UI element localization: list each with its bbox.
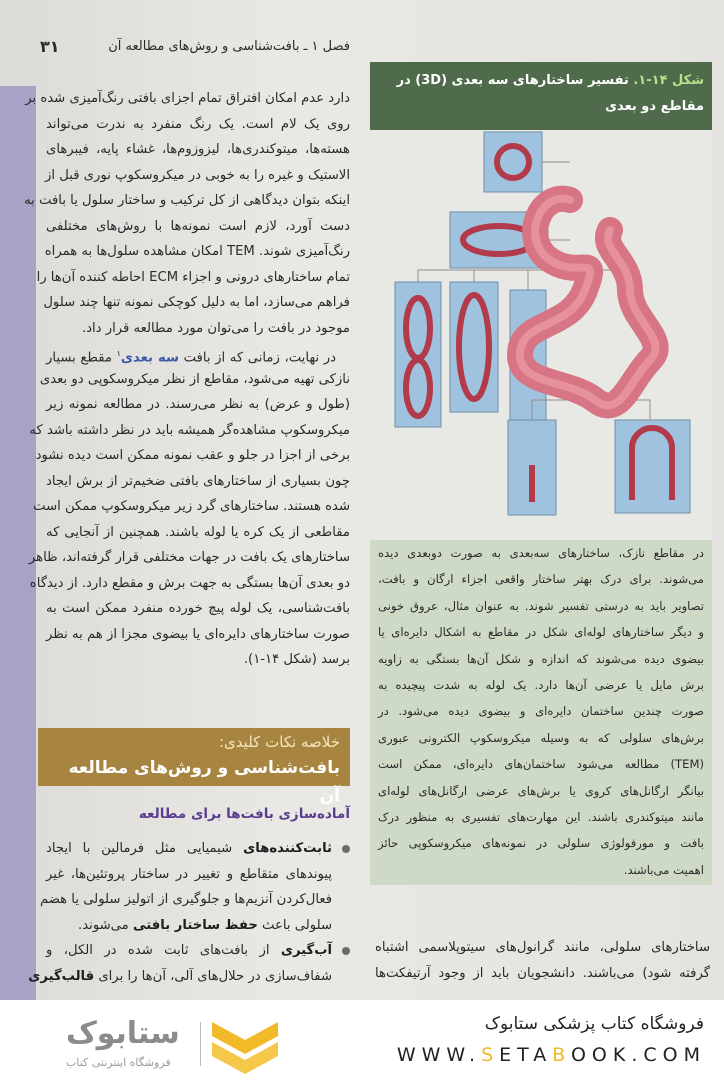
- figure-description-box: [370, 540, 712, 885]
- text-segment: تصاویر باید به درستی تفسیر شوند. به عنوان مثال، عروق خونی: [378, 598, 704, 613]
- bullet-icon: [342, 947, 350, 955]
- text-line: [378, 566, 704, 592]
- text-segment: ساختارهای سلولی، مانند گرانول‌های سیتوپلاسمی اشتباه: [375, 940, 710, 955]
- text-segment: رنگ‌آمیزی شوند. TEM امکان مشاهده سلول‌ها به همراه: [44, 244, 350, 259]
- text-line: [378, 619, 704, 645]
- text-line: [378, 540, 704, 566]
- text-line: [36, 265, 350, 291]
- text-line: [46, 862, 350, 888]
- bullet-icon: [342, 845, 350, 853]
- text-line: [378, 751, 704, 777]
- logo-name: ستابوک: [66, 1016, 180, 1051]
- text-segment: پیوندهای متقاطع و تغییر در ساختار پروتئین‌ها، غیر: [46, 866, 332, 882]
- summary-title: بافت‌شناسی و روش‌های مطالعه آن: [68, 758, 340, 806]
- text-segment: سلولی باعث: [257, 917, 332, 933]
- footnote-marker: ۱: [116, 349, 121, 358]
- text-line: [46, 112, 350, 138]
- text-segment: تمام ساختارهای درونی و اجزاء ECM احاطه کننده آن‌ها را: [36, 269, 350, 285]
- text-segment: برسد (شکل ۱۴-۱).: [243, 652, 350, 667]
- text-segment: دو بعدی آن‌ها بستگی به جهت برش و مقطع دارد. از دیدگاه: [29, 575, 350, 591]
- text-line: [46, 647, 350, 673]
- text-line: [378, 593, 704, 619]
- text-segment: ساختارهای یک بافت در جهات مختلفی قرار گرفته‌اند، ظاهر: [28, 550, 350, 565]
- text-line: [46, 316, 350, 342]
- text-segment: و دیگر ساختارهای لوله‌ای شکل در مقاطع به اشکال دایره‌ای یا: [378, 625, 704, 640]
- logo-divider: [200, 1022, 201, 1066]
- text-line: [28, 964, 350, 990]
- setabook-logo: [30, 1010, 280, 1074]
- text-line: [46, 622, 350, 648]
- store-footer-banner: [0, 1000, 724, 1080]
- text-line: [46, 239, 350, 265]
- emphasized-text: حفظ ساختار بافتی: [132, 917, 258, 933]
- text-segment: می‌شوند. برای درک بهتر ساختار واقعی اجزاء ارگان و بافت،: [378, 572, 704, 587]
- emphasized-text: سه بعدی: [120, 350, 179, 366]
- figure-label: شکل ۱۴-۱.: [633, 73, 704, 88]
- section-panel: [395, 282, 441, 427]
- text-segment: میکروسکوپ مشاهده‌گر همیشه باید در نظر داشته باشد که: [29, 422, 350, 438]
- running-header: [40, 34, 350, 58]
- text-line: [29, 418, 350, 444]
- text-line: [378, 698, 704, 724]
- figure-title: تفسیر ساختارهای سه بعدی (3D) در مقاطع دو بعدی: [396, 73, 704, 114]
- text-segment: بیضوی دیده می‌شوند که اندازه و شکل آن‌ها بستگی به زاویه: [378, 651, 704, 666]
- text-line: [46, 137, 350, 163]
- text-segment: مانند میتوکندری باشند. این مهارت‌های تفسیری به منظور درک: [378, 809, 704, 824]
- text-line: [378, 857, 704, 883]
- margin-stripe: [0, 86, 36, 1000]
- url-part: WWW.: [396, 1044, 482, 1066]
- text-segment: چون بسیاری از ساختارهای بافتی ضخیم‌تر از برش ایجاد: [46, 473, 350, 489]
- chevron-logo-icon: [210, 1018, 280, 1074]
- text-segment: شفاف‌سازی در حلال‌های آلی، آن‌ها را برای: [94, 968, 332, 984]
- text-line: [24, 188, 350, 214]
- text-segment: فراهم می‌سازد، اما به دلیل کوچکی نمونه تنها چند سلول: [43, 295, 350, 310]
- text-segment: (طول و عرض) به نظر می‌رسند. در مطالعه نمونه زیر: [46, 397, 350, 412]
- text-line: [33, 494, 350, 520]
- text-segment: الاستیک و غیره را به خوبی در میکروسکوپ نوری قبل از: [45, 167, 350, 183]
- tube-sections-diagram: [370, 130, 712, 540]
- text-segment: برخی از اجزا در جلو و عقب نمونه ممکن است دیده نشود: [35, 448, 350, 463]
- text-segment: بافت و مورفولوژی سلولی در نمونه‌های میکروسکوپی حائز: [378, 836, 704, 851]
- text-segment: نازکی تهیه می‌شود، مقاطع از نظر میکروسکوپی دو بعدی: [39, 371, 350, 387]
- figure-3d-tube-illustration: [370, 130, 712, 540]
- text-line: [378, 804, 704, 830]
- text-line: [375, 961, 710, 987]
- text-segment: بیانگر ارگانل‌های کروی یا برش‌های عرضی ارگانل‌های لوله‌ای: [378, 783, 704, 798]
- url-part: ETA: [499, 1044, 553, 1066]
- text-segment: در مقاطع نازک، ساختارهای سه‌بعدی به صورت دوبعدی دیده: [378, 546, 704, 560]
- text-line: [25, 86, 350, 112]
- summary-kicker: خلاصه نکات کلیدی:: [219, 733, 340, 751]
- summary-bullets: [28, 836, 350, 989]
- text-segment: موجود در بافت را می‌توان مورد مطالعه قرار داد.: [81, 320, 350, 336]
- text-segment: دارد عدم امکان افتراق تمام اجزای بافتی رنگ‌آمیزی شده بر: [25, 91, 350, 106]
- section-panel: [484, 132, 542, 192]
- text-line: [43, 290, 350, 316]
- text-line: [39, 367, 350, 393]
- text-line: [46, 836, 350, 862]
- figure-description-text: [378, 540, 704, 883]
- emphasized-text: آب‌گیری: [280, 943, 332, 958]
- text-segment: می‌شوند.: [78, 917, 133, 933]
- text-segment: هسته‌ها، میتوکندری‌ها، لیزوزوم‌ها، غشاء پایه، فیبرهای: [46, 142, 350, 157]
- text-segment: برش مایل یا عرضی آن‌ها دارد. یک لوله به شدت پیچیده به: [378, 677, 704, 692]
- emphasized-text: ثابت‌کننده‌های: [243, 841, 332, 856]
- text-line: [46, 163, 350, 189]
- text-line: [46, 596, 350, 622]
- text-line: [39, 887, 350, 913]
- text-line: [378, 672, 704, 698]
- figure-caption-header: [370, 62, 712, 130]
- left-column-text: [24, 86, 350, 673]
- text-line: [46, 214, 350, 240]
- text-line: [35, 443, 350, 469]
- url-part: OOK.COM: [570, 1044, 706, 1066]
- chapter-title: فصل ۱ ـ بافت‌شناسی و روش‌های مطالعه آن: [108, 38, 350, 54]
- url-part: S: [481, 1044, 500, 1066]
- text-line: [375, 935, 710, 961]
- text-line: [29, 571, 350, 597]
- text-segment: صورت ساختارهای دایره‌ای یا بیضوی مجزا از هم به نظر: [46, 626, 350, 642]
- text-segment: شیمیایی مثل فرمالین با ایجاد: [46, 841, 244, 856]
- text-segment: فعال‌کردن آنزیم‌ها و جلوگیری از اتولیز سلولی یا هضم: [39, 892, 332, 907]
- text-line: [46, 469, 350, 495]
- key-points-summary-banner: [38, 728, 350, 806]
- text-segment: گرفته شود) می‌باشند. دانشجویان باید از وجود آرتیفکت‌ها: [375, 965, 710, 981]
- text-line: [378, 646, 704, 672]
- text-line: [378, 778, 704, 804]
- text-segment: بافت‌شناسی، یک لوله پیچ خورده منفرد ممکن است به: [46, 601, 350, 616]
- store-name: فروشگاه کتاب پزشکی ستابوک: [484, 1014, 704, 1034]
- text-segment: مقطع بسیار: [46, 350, 117, 366]
- text-line: [46, 938, 350, 964]
- text-segment: مقاطعی از یک کره یا لوله باشند. همچنین از آنجایی که: [46, 524, 350, 540]
- logo-tagline: فروشگاه اینترنتی کتاب: [66, 1056, 171, 1069]
- text-line: [28, 545, 350, 571]
- summary-subheading: آماده‌سازی بافت‌ها برای مطالعه: [138, 806, 350, 822]
- store-url[interactable]: [397, 1044, 706, 1066]
- text-segment: در نهایت، زمانی که از بافت: [178, 350, 336, 366]
- text-segment: (TEM) مطالعه می‌شود ساختمان‌های دایره‌ای، ممکن است: [378, 757, 704, 772]
- text-line: [46, 392, 350, 418]
- text-segment: اهمیت می‌باشند.: [623, 862, 704, 877]
- text-line: [46, 913, 350, 939]
- text-segment: اینکه بتوان دیدگاهی از کل ترکیب و ساختار سلول یا بافت به: [24, 193, 350, 208]
- text-segment: شده هستند. ساختارهای گرد زیر میکروسکوپ ممکن است: [33, 499, 350, 514]
- text-segment: از بافت‌های ثابت شده در الکل، و: [46, 943, 281, 958]
- text-line: [46, 341, 350, 367]
- text-line: [378, 725, 704, 751]
- url-part: B: [552, 1044, 571, 1066]
- section-panel: [615, 420, 690, 513]
- text-line: [378, 830, 704, 856]
- emphasized-text: قالب‌گیری: [28, 968, 95, 984]
- text-line: [46, 520, 350, 546]
- right-column-text: [375, 935, 710, 986]
- text-segment: برش‌های سلولی که به وسیله میکروسکوپ الکترونی عبوری: [378, 730, 704, 745]
- text-segment: صورت چندین ساختمان دایره‌ای و بیضوی دیده می‌شود. در: [378, 704, 704, 719]
- text-segment: روی یک لام است. یک رنگ منفرد به ندرت می‌تواند: [46, 116, 350, 132]
- text-segment: دست آورد، لازم است نمونه‌ها با روش‌های مختلفی: [46, 218, 350, 234]
- page-number: ۳۱: [40, 36, 60, 56]
